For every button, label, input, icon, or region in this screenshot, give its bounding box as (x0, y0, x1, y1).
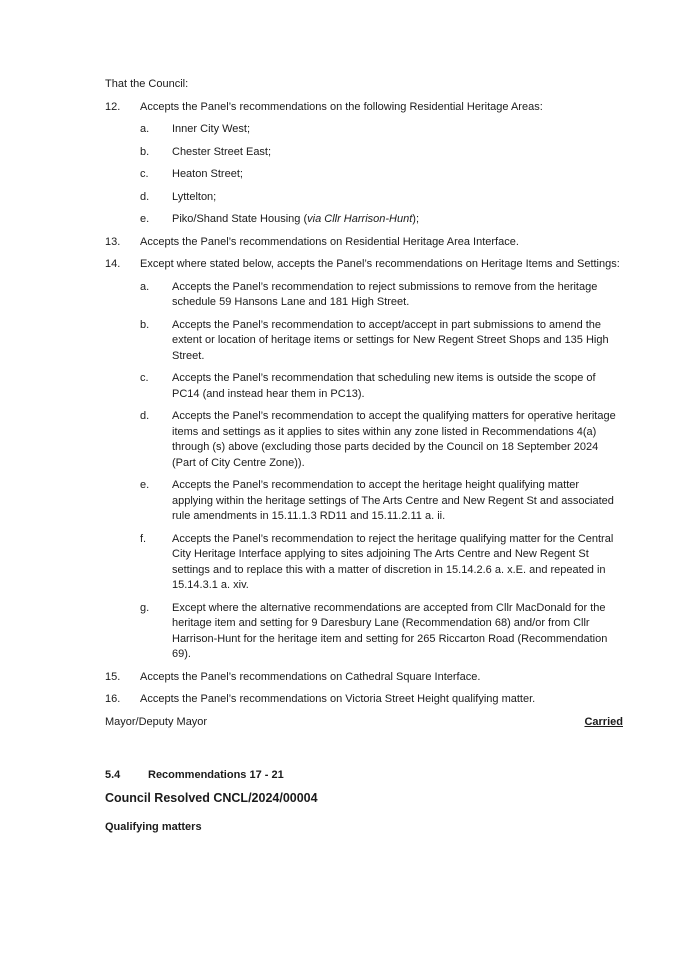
list-item-number: 14. (105, 258, 121, 270)
sub-item-text: Accepts the Panel’s recommendation that scheduling new items is outside the scope of PC14 (and instead hear them in PC13). (172, 372, 596, 400)
sub-item-14a (140, 280, 623, 311)
sub-item-letter: b. (140, 145, 150, 158)
sub-item-text: Except where the alternative recommendations are accepted from Cllr MacDonald for the heritage item and setting for 9 Daresbury Lane (Recommendation 68) and/or from Cllr Harrison-Hunt for the heritage item and setting for 265 Riccarton Road (Recommendation 69). (172, 601, 608, 660)
sub-item-text: Inner City West; (172, 123, 251, 135)
sub-item-text (172, 212, 623, 228)
section-title: Recommendations 17 - 21 (148, 769, 284, 781)
resolution-heading: Council Resolved CNCL/2024/00004 (105, 790, 318, 805)
list-item-16 (105, 692, 623, 708)
list-item-text: Except where stated below, accepts the Panel’s recommendations on Heritage Items and Settings: (140, 258, 620, 270)
sub-item-14g (140, 601, 623, 663)
sub-item-letter: d. (140, 410, 150, 422)
list-item-text: Accepts the Panel’s recommendations on Victoria Street Height qualifying matter. (140, 693, 536, 705)
sub-item-text: Accepts the Panel’s recommendation to accept the qualifying matters for operative heritage items and settings as it applies to sites within any zone listed in Recommendations 4(a) through (s) above (excluding those parts decided by the Council on 18 September 2024 (Part of City Centre Zone)). (172, 410, 616, 469)
sub-item-text: Accepts the Panel’s recommendation to reject the heritage qualifying matter for the Central City Heritage Interface applying to sites adjoining The Arts Centre and New Regent St settings and to replace this with a matter of discretion in 15.14.2.6 a. x.E. and repeated in 15.14.3.1 a. xiv. (172, 532, 614, 591)
section-number: 5.4 (105, 769, 121, 781)
sub-item-letter: c. (140, 168, 149, 180)
resolution-footer-row (105, 715, 623, 731)
list-item-number: 12. (105, 100, 121, 113)
list-item-15 (105, 670, 623, 686)
sub-item-text-prefix: Piko/Shand State Housing ( (172, 213, 308, 225)
list-item-body (140, 692, 623, 708)
list-item-number: 16. (105, 693, 121, 705)
sub-item-letter: f. (140, 532, 147, 545)
mover-label: Mayor/Deputy Mayor (105, 715, 208, 728)
sub-item-12c (140, 167, 623, 183)
carried-label: Carried (584, 715, 623, 728)
sub-item-12d (140, 190, 623, 206)
sub-item-letter: a. (140, 123, 150, 135)
list-item-body (140, 257, 623, 663)
intro-text: That the Council: (105, 78, 189, 90)
sub-item-14d (140, 409, 623, 471)
sub-item-12a (140, 122, 623, 138)
sub-item-14b (140, 318, 623, 365)
sub-item-14e (140, 478, 623, 525)
sub-item-letter: a. (140, 280, 150, 293)
sub-item-text-italic: via Cllr Harrison-Hunt (307, 213, 413, 225)
list-item-body (140, 100, 623, 228)
sub-item-text: Accepts the Panel’s recommendation to accept the heritage height qualifying matter applying within the heritage settings of The Arts Centre and New Regent St and associated rule amendments in 15.11.1.3 RD11 and 15.11.2.11 a. ii. (172, 479, 614, 522)
sub-item-text: Accepts the Panel’s recommendation to reject submissions to remove from the heritage schedule 59 Hansons Lane and 181 High Street. (172, 280, 598, 308)
list-item-13 (105, 235, 623, 251)
sub-item-text: Chester Street East; (172, 145, 272, 158)
sub-item-12b (140, 145, 623, 161)
sub-item-letter: e. (140, 479, 150, 491)
sub-item-letter: c. (140, 372, 149, 384)
sub-item-12e (140, 212, 623, 228)
sub-item-text: Accepts the Panel’s recommendation to accept/accept in part submissions to amend the extent or location of heritage items or settings for New Regent Street Shops and 135 High Street. (172, 318, 609, 362)
list-item-12 (105, 100, 623, 228)
sub-item-text-suffix: ); (412, 213, 420, 225)
sub-item-text: Lyttelton; (172, 190, 217, 203)
list-item-text: Accepts the Panel’s recommendations on the following Residential Heritage Areas: (140, 100, 543, 113)
qualifying-matters-subheading: Qualifying matters (105, 821, 202, 833)
sub-item-letter: e. (140, 213, 150, 225)
list-item-14 (105, 257, 623, 663)
list-item-number: 15. (105, 670, 121, 683)
list-item-text: Accepts the Panel’s recommendations on Residential Heritage Area Interface. (140, 235, 519, 248)
list-item-body (140, 235, 623, 251)
list-item-body (140, 670, 623, 686)
sub-item-text: Heaton Street; (172, 168, 243, 180)
sub-item-letter: d. (140, 190, 150, 203)
sub-item-letter: b. (140, 318, 150, 331)
sub-item-14f (140, 532, 623, 594)
section-heading (105, 768, 623, 784)
sub-item-letter: g. (140, 601, 150, 614)
list-item-text: Accepts the Panel’s recommendations on Cathedral Square Interface. (140, 670, 481, 683)
sub-item-14c (140, 371, 623, 402)
list-item-number: 13. (105, 235, 121, 248)
